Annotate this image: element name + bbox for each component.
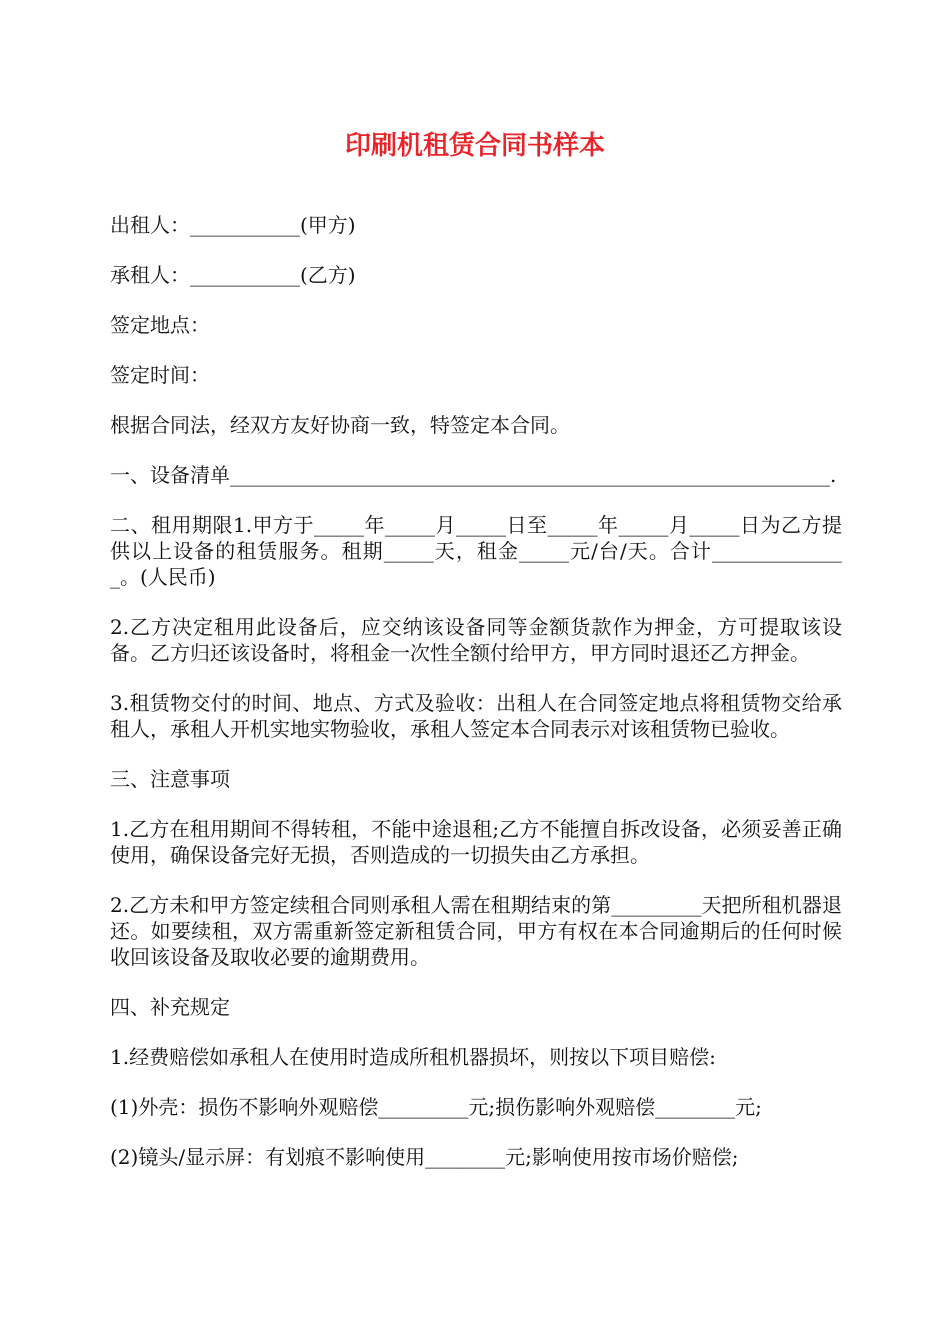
deposit-clause: 2.乙方决定租用此设备后，应交纳该设备同等金额货款作为押金，方可提取该设备。乙方归还该设备时，将租金一次性全额付给甲方，甲方同时退还乙方押金。 [110,615,842,665]
document-body [110,212,842,1194]
casing-compensation-item: (1)外壳：损伤不影响外观赔偿_________元;损伤影响外观赔偿________元; [110,1095,762,1119]
lease-term-section: 二、租用期限1.甲方于_____年_____月_____日至_____年_____月_____日为乙方提供以上设备的租赁服务。租期_____天，租金_____元/台/天。合计______________。(人民币) [110,513,842,589]
sublease-clause: 1.乙方在租用期间不得转租，不能中途退租;乙方不能擅自拆改设备，必须妥善正确使用，确保设备完好无损，否则造成的一切损失由乙方承担。 [110,817,842,867]
document-title: 印刷机租赁合同书样本 [344,131,605,161]
signing-place-line: 签定地点： [110,313,210,337]
lens-display-compensation-item: (2)镜头/显示屏：有划痕不影响使用________元;影响使用按市场价赔偿; [110,1145,739,1169]
equipment-list-section: 一、设备清单____________________________________________________________. [110,463,837,487]
lessee-line: 承租人：___________(乙方) [110,263,356,287]
preamble-paragraph: 根据合同法，经双方友好协商一致，特签定本合同。 [110,413,570,437]
supplementary-heading: 四、补充规定 [110,995,230,1019]
signing-time-line: 签定时间： [110,363,210,387]
compensation-clause: 1.经费赔偿如承租人在使用时造成所租机器损坏，则按以下项目赔偿: [110,1045,716,1069]
lessor-line: 出租人：___________(甲方) [110,213,356,237]
notes-heading: 三、注意事项 [110,767,230,791]
renewal-clause: 2.乙方未和甲方签定续租合同则承租人需在租期结束的第_________天把所租机器退还。如要续租，双方需重新签定新租赁合同，甲方有权在本合同逾期后的任何时候收回该设备及取收必要的逾期费用。 [110,893,842,969]
delivery-clause: 3.租赁物交付的时间、地点、方式及验收：出租人在合同签定地点将租赁物交给承租人，承租人开机实地实物验收，承租人签定本合同表示对该租赁物已验收。 [110,691,842,741]
